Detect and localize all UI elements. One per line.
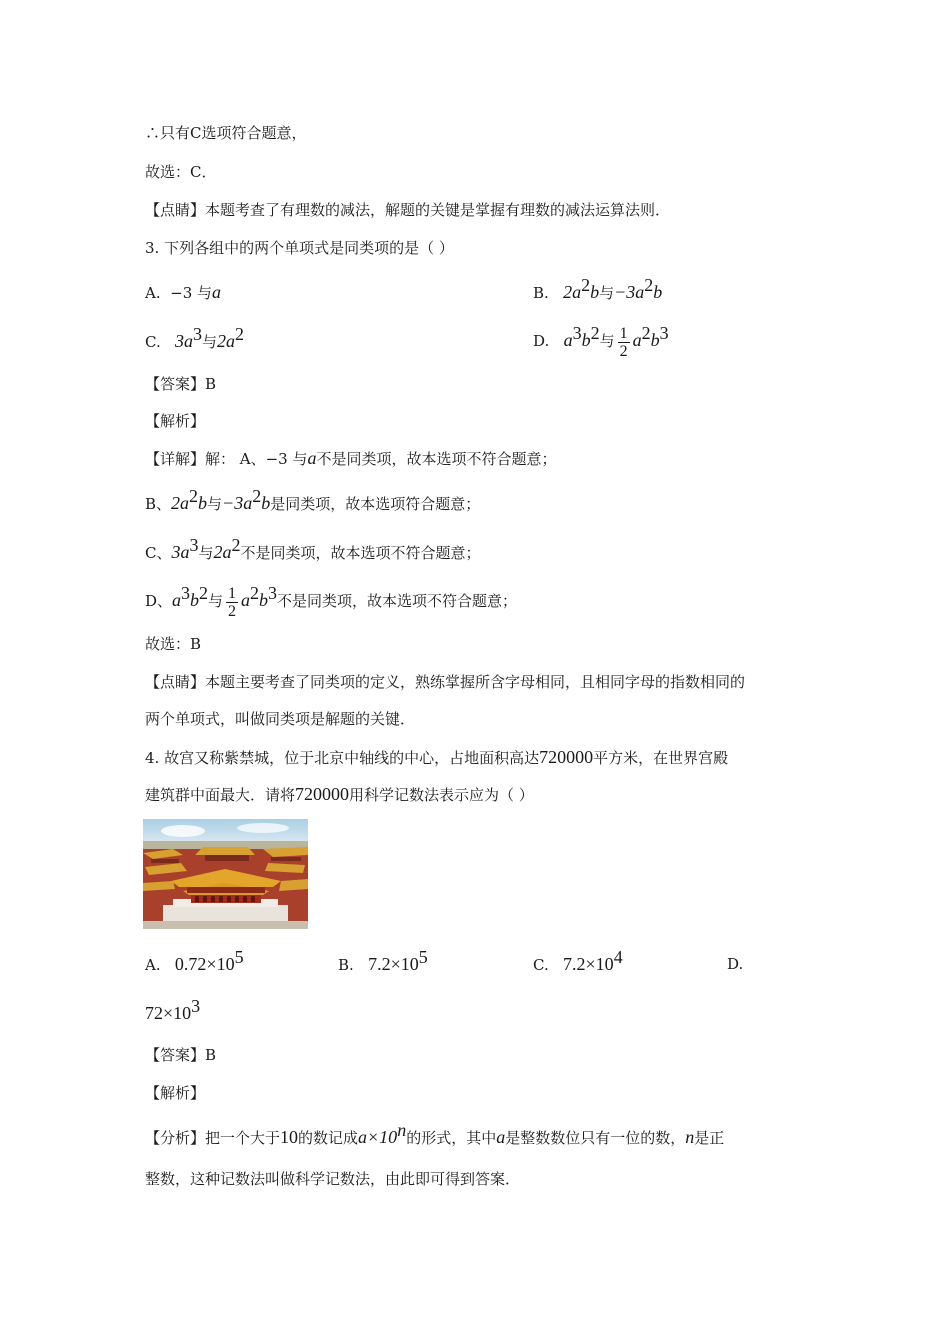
detail-d: D、$a^3b^2$与 $\frac{1}{2}$ $a^2b^3$不是同类项，故本选项不符合题意； [145, 583, 518, 620]
q3-option-b: B. $2a^2b$与$-3a^2b$ [533, 275, 663, 302]
tip-line: 两个单项式，叫做同类项是解题的关键． [145, 710, 416, 728]
forbidden-city-photo [143, 819, 308, 929]
tip-line: 【点睛】本题主要考查了同类项的定义，熟练掌握所含字母相同，且相同字母的指数相同的 [145, 673, 746, 691]
text-line: 故选：C． [145, 163, 217, 181]
answer-label: 【答案】B [145, 375, 217, 393]
detail-b: B、$2a^2b$与$-3a^2b$是同类项，故本选项符合题意； [145, 486, 481, 513]
q4-option-d-label: D. [727, 955, 744, 973]
analysis-label: 【解析】 [145, 1084, 206, 1102]
analysis-line: 整数，这种记数法叫做科学记数法，由此即可得到答案． [145, 1170, 521, 1188]
analysis-line: 【分析】把一个大于10的数记成$a\times 10^n$的形式，其中a是整数数位只有一位的数，n是正 [145, 1120, 725, 1147]
q3-option-a: A. −3 与a [145, 282, 222, 302]
tip-line: 【点睛】本题考查了有理数的减法，解题的关键是掌握有理数的减法运算法则． [145, 201, 671, 219]
text-line: ∴只有C选项符合题意， [145, 124, 307, 142]
answer-label: 【答案】B [145, 1046, 217, 1064]
fraction: $\frac{1}{2}$ [619, 324, 628, 360]
question-3: 3. 下列各组中的两个单项式是同类项的是（ ） [145, 239, 454, 257]
forbidden-city-photo-icon [143, 819, 308, 929]
detail-c: C、$3a^3$与$2a^2$不是同类项，故本选项不符合题意； [145, 535, 481, 562]
q4-option-a: A. $0.72\times 10^5$ [145, 947, 244, 974]
question-4: 4. 故宫又称紫禁城，位于北京中轴线的中心，占地面积高达720000平方米，在世界宫殿 [145, 747, 729, 767]
q4-option-d: $72\times 10^3$ [145, 996, 201, 1023]
q3-option-d: D. $a^3b^2$与 $\frac{1}{2}$ $a^2b^3$ [533, 323, 669, 360]
q4-option-b: B. $7.2\times 10^5$ [338, 947, 428, 974]
fraction: $\frac{1}{2}$ [228, 584, 237, 620]
analysis-label: 【解析】 [145, 412, 206, 430]
choose-line: 故选：B [145, 635, 202, 653]
question-4-cont: 建筑群中面最大．请将720000用科学记数法表示应为（ ） [145, 784, 534, 804]
detail-a: 【详解】解： A、−3 与a不是同类项，故本选项不符合题意； [145, 448, 557, 468]
q4-option-c: C. $7.2\times 10^4$ [533, 947, 623, 974]
q3-option-c: C. $3a^3$与$2a^2$ [145, 324, 245, 351]
